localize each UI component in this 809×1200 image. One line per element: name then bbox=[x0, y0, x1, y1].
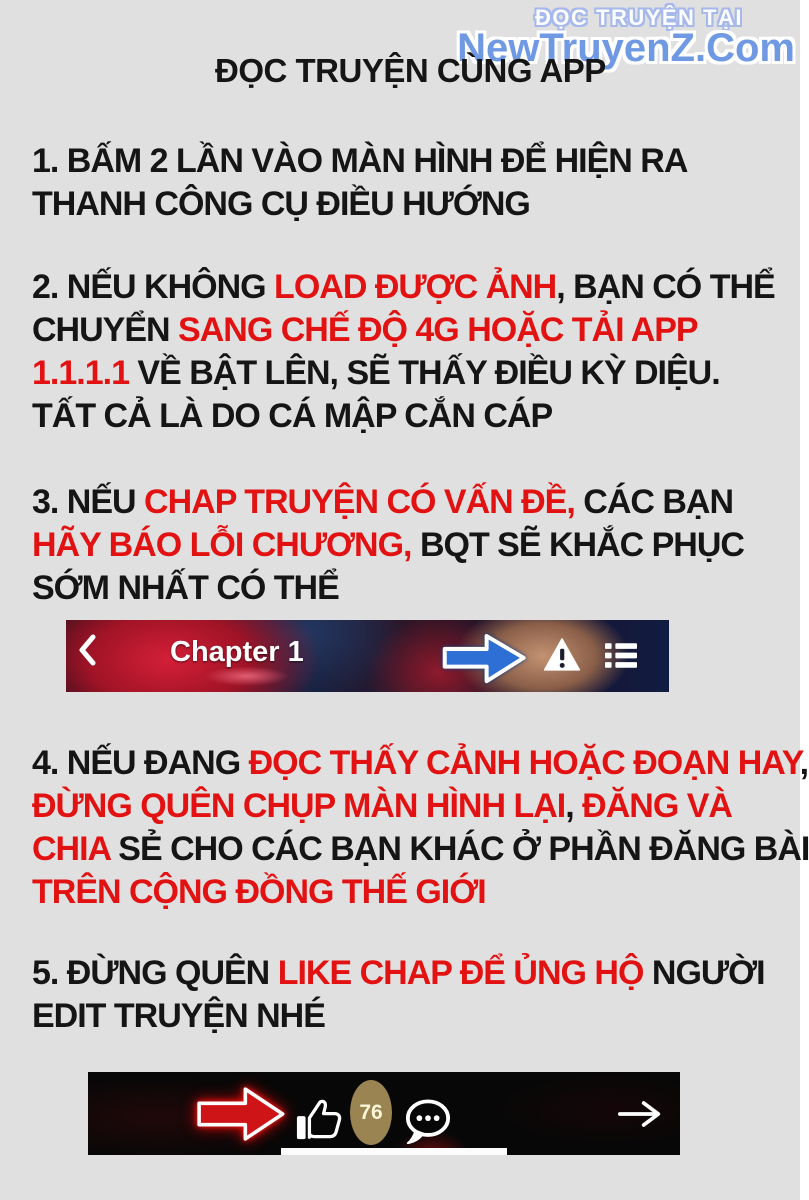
instruction-line bbox=[32, 140, 687, 183]
instruction-line bbox=[32, 395, 775, 438]
instruction-line bbox=[32, 567, 744, 610]
blue-annotation-arrow-icon bbox=[430, 628, 540, 686]
text-segment: ĐỌC THẤY CẢNH HOẶC ĐOẠN HAY bbox=[248, 744, 800, 782]
text-segment: 3. NẾU bbox=[32, 483, 145, 521]
text-segment: CHAP TRUYỆN CÓ VẤN ĐỀ, bbox=[144, 483, 575, 521]
instruction-line bbox=[32, 183, 687, 226]
text-segment: TRÊN CỘNG ĐỒNG THẾ GIỚI bbox=[32, 873, 486, 911]
instruction-line bbox=[32, 952, 765, 995]
text-segment: , bbox=[799, 744, 809, 782]
red-annotation-arrow-icon bbox=[190, 1082, 290, 1146]
instruction-section-2 bbox=[32, 266, 775, 438]
instruction-line bbox=[32, 828, 809, 871]
instruction-line bbox=[32, 309, 775, 352]
comments-speech-bubble-icon[interactable] bbox=[402, 1098, 454, 1146]
report-error-warning-icon[interactable] bbox=[543, 637, 581, 672]
text-segment: VỀ BẬT LÊN, SẼ THẤY ĐIỀU KỲ DIỆU. bbox=[128, 354, 720, 392]
chapter-toolbar-screenshot bbox=[66, 620, 669, 692]
logo-tagline: ĐỌC TRUYỆN TẠI bbox=[535, 5, 743, 30]
text-segment: EDIT TRUYỆN NHÉ bbox=[32, 997, 325, 1035]
page-title: ĐỌC TRUYỆN CÙNG APP bbox=[215, 52, 606, 89]
text-segment: , BẠN CÓ THỂ bbox=[556, 268, 775, 306]
reader-bottom-bar-screenshot bbox=[88, 1072, 680, 1155]
back-chevron-icon[interactable] bbox=[78, 634, 96, 666]
white-strip bbox=[281, 1148, 507, 1155]
instruction-section-1 bbox=[32, 140, 687, 226]
text-segment: NGƯỜI bbox=[643, 954, 765, 992]
instruction-line bbox=[32, 266, 775, 309]
instruction-section-3 bbox=[32, 481, 744, 610]
instruction-line bbox=[32, 352, 775, 395]
instruction-line bbox=[32, 995, 765, 1038]
instruction-line bbox=[32, 524, 744, 567]
text-segment: SỚM NHẤT CÓ THỂ bbox=[32, 569, 339, 607]
text-segment: 1. BẤM 2 LẦN VÀO MÀN HÌNH ĐỂ HIỆN RA bbox=[32, 142, 688, 180]
chapter-list-menu-icon[interactable] bbox=[605, 641, 637, 670]
text-segment: 2. NẾU KHÔNG bbox=[32, 268, 275, 306]
text-segment: 4. NẾU ĐANG bbox=[32, 744, 249, 782]
text-segment: ĐĂNG VÀ bbox=[582, 787, 732, 825]
like-thumbs-up-icon[interactable] bbox=[295, 1092, 345, 1144]
next-chapter-arrow-icon[interactable] bbox=[618, 1098, 662, 1130]
text-segment: 1.1.1.1 bbox=[32, 354, 129, 392]
text-segment: CHUYỂN bbox=[32, 311, 179, 349]
text-segment: , bbox=[565, 787, 583, 825]
like-count: 76 bbox=[359, 1100, 383, 1124]
text-segment: BQT SẼ KHẮC PHỤC bbox=[411, 526, 744, 564]
text-segment: LOAD ĐƯỢC ẢNH bbox=[274, 268, 557, 306]
instruction-line bbox=[32, 742, 809, 785]
text-segment: ĐỪNG QUÊN CHỤP MÀN HÌNH LẠI bbox=[32, 787, 566, 825]
text-segment: LIKE CHAP ĐỂ ỦNG HỘ bbox=[277, 954, 644, 992]
instruction-line bbox=[32, 871, 809, 914]
instruction-line bbox=[32, 481, 744, 524]
instruction-line bbox=[32, 785, 809, 828]
text-segment: SANG CHẾ ĐỘ 4G HOẶC TẢI APP bbox=[178, 311, 698, 349]
text-segment: 5. ĐỪNG QUÊN bbox=[32, 954, 278, 992]
text-segment: TẤT CẢ LÀ DO CÁ MẬP CẮN CÁP bbox=[32, 397, 553, 435]
instruction-section-5 bbox=[32, 952, 765, 1038]
text-segment: THANH CÔNG CỤ ĐIỀU HƯỚNG bbox=[32, 185, 530, 223]
text-segment: HÃY BÁO LỖI CHƯƠNG, bbox=[32, 526, 412, 564]
text-segment: CHIA bbox=[32, 830, 110, 868]
text-segment: CÁC BẠN bbox=[574, 483, 734, 521]
text-segment: SẺ CHO CÁC BẠN KHÁC Ở PHẦN ĐĂNG BÀI bbox=[109, 830, 809, 868]
logo-sitename: NewTruyenZ.Com bbox=[457, 26, 795, 71]
like-count-badge bbox=[350, 1080, 392, 1145]
instruction-section-4 bbox=[32, 742, 809, 914]
chapter-title: Chapter 1 bbox=[170, 636, 304, 668]
